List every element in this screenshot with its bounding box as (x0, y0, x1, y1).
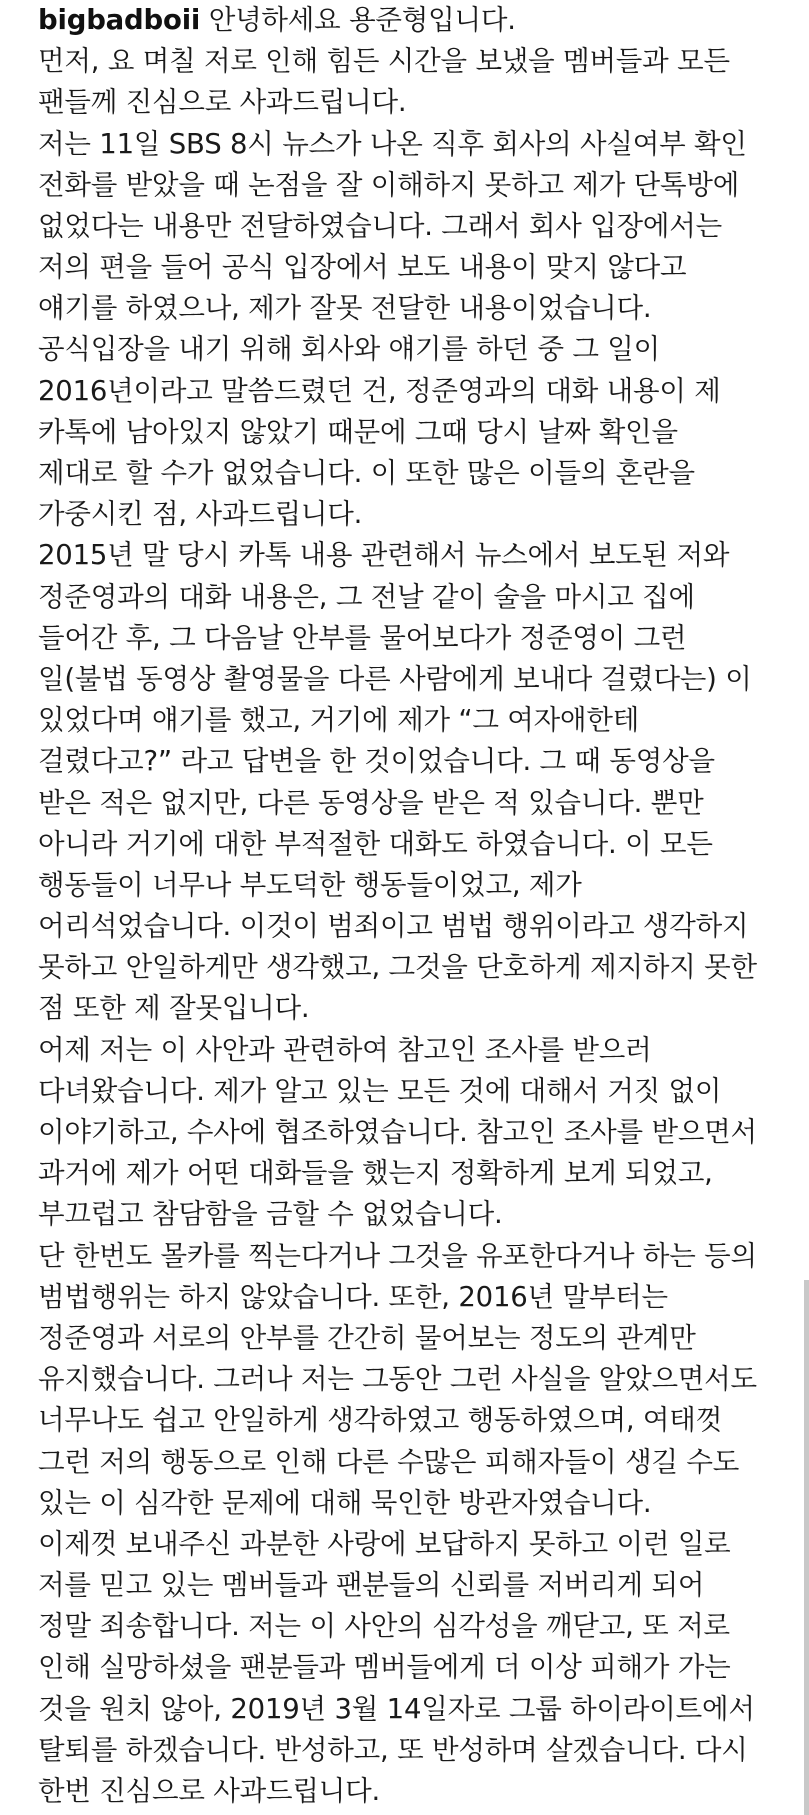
caption-line: 2015년 말 당시 카톡 내용 관련해서 뉴스에서 보도된 저와 (38, 539, 730, 572)
caption-line: 과거에 제가 어떤 대화들을 했는지 정확하게 보게 되었고, (38, 1157, 713, 1190)
caption-line: 인해 실망하셨을 팬분들과 멤버들에게 더 이상 피해가 가는 (38, 1651, 731, 1684)
caption-line: 전화를 받았을 때 논점을 잘 이해하지 못하고 제가 단톡방에 (38, 168, 740, 201)
caption-line: 행동들이 너무나 부도덕한 행동들이었고, 제가 (38, 868, 582, 901)
caption-line: 저는 11일 SBS 8시 뉴스가 나온 직후 회사의 사실여부 확인 (38, 127, 747, 160)
caption-line: 2016년이라고 말씀드렸던 건, 정준영과의 대화 내용이 제 (38, 374, 721, 407)
caption-line: 일(불법 동영상 촬영물을 다른 사람에게 보내다 걸렸다는) 이 (38, 662, 752, 695)
caption-line: 들어간 후, 그 다음날 안부를 물어보다가 정준영이 그런 (38, 621, 687, 654)
caption-line: 이야기하고, 수사에 협조하였습니다. 참고인 조사를 받으면서 (38, 1116, 757, 1149)
caption-line: 정준영과의 대화 내용은, 그 전날 같이 술을 마시고 집에 (38, 580, 695, 613)
caption-line: 범법행위는 하지 않았습니다. 또한, 2016년 말부터는 (38, 1280, 668, 1313)
caption-line: 이제껏 보내주신 과분한 사랑에 보답하지 못하고 이런 일로 (38, 1527, 731, 1560)
caption-line: 한번 진심으로 사과드립니다. (38, 1775, 381, 1807)
caption-line: 제대로 할 수가 없었습니다. 이 또한 많은 이들의 혼란을 (38, 457, 695, 490)
caption-line: 걸렸다고?” 라고 답변을 한 것이었습니다. 그 때 동영상을 (38, 745, 715, 778)
caption-line: 것을 원치 않아, 2019년 3월 14일자로 그룹 하이라이트에서 (38, 1692, 755, 1725)
caption-line: 다녀왔습니다. 제가 알고 있는 모든 것에 대해서 거짓 없이 (38, 1074, 722, 1107)
caption-line: 얘기를 하였으나, 제가 잘못 전달한 내용이었습니다. (38, 292, 652, 325)
username[interactable]: bigbadboii (38, 4, 201, 36)
caption-line: 부끄럽고 참담함을 금할 수 없었습니다. (38, 1198, 503, 1231)
caption-line: 그런 저의 행동으로 인해 다른 수많은 피해자들이 생길 수도 (38, 1445, 740, 1478)
caption-line: 먼저, 요 며칠 저로 인해 힘든 시간을 보냈을 멤버들과 모든 (38, 45, 730, 78)
caption-line: 공식입장을 내기 위해 회사와 얘기를 하던 중 그 일이 (38, 333, 660, 366)
caption-line: 있는 이 심각한 문제에 대해 묵인한 방관자였습니다. (38, 1486, 652, 1519)
caption-line: 아니라 거기에 대한 부적절한 대화도 하였습니다. 이 모든 (38, 827, 713, 860)
caption-line: 못하고 안일하게만 생각했고, 그것을 단호하게 제지하지 못한 (38, 951, 757, 984)
caption-line: 정준영과 서로의 안부를 간간히 물어보는 정도의 관계만 (38, 1321, 696, 1354)
caption-line: 없었다는 내용만 전달하였습니다. 그래서 회사 입장에서는 (38, 209, 723, 242)
caption-line: 카톡에 남아있지 않았기 때문에 그때 당시 날짜 확인을 (38, 415, 678, 448)
caption-line: 점 또한 제 잘못입니다. (38, 992, 310, 1025)
caption-line: 어리석었습니다. 이것이 범죄이고 범법 행위이라고 생각하지 (38, 910, 749, 943)
caption-line: 받은 적은 없지만, 다른 동영상을 받은 적 있습니다. 뿐만 (38, 786, 704, 819)
caption-line: 단 한번도 몰카를 찍는다거나 그것을 유포한다거나 하는 등의 (38, 1239, 757, 1272)
caption-line: 팬들께 진심으로 사과드립니다. (38, 86, 407, 119)
scrollbar[interactable] (804, 1280, 809, 1815)
caption-line: 있었다며 얘기를 했고, 거기에 제가 “그 여자애한테 (38, 704, 640, 737)
caption-line: 정말 죄송합니다. 저는 이 사안의 심각성을 깨닫고, 또 저로 (38, 1610, 730, 1643)
caption-line: 저를 믿고 있는 멤버들과 팬분들의 신뢰를 저버리게 되어 (38, 1569, 705, 1602)
caption-first-line (38, 0, 516, 40)
caption-line: 어제 저는 이 사안과 관련하여 참고인 조사를 받으러 (38, 1033, 652, 1066)
caption-line: 가중시킨 점, 사과드립니다. (38, 498, 363, 531)
caption-line: 너무나도 쉽고 안일하게 생각하였고 행동하였으며, 여태껏 (38, 1404, 723, 1437)
caption-line: 탈퇴를 하겠습니다. 반성하고, 또 반성하며 살겠습니다. 다시 (38, 1733, 748, 1766)
greeting-text: 안녕하세요 용준형입니다. (200, 4, 516, 36)
caption-line: 저의 편을 들어 공식 입장에서 보도 내용이 맞지 않다고 (38, 251, 687, 284)
caption-line: 유지했습니다. 그러나 저는 그동안 그런 사실을 알았으면서도 (38, 1363, 757, 1396)
